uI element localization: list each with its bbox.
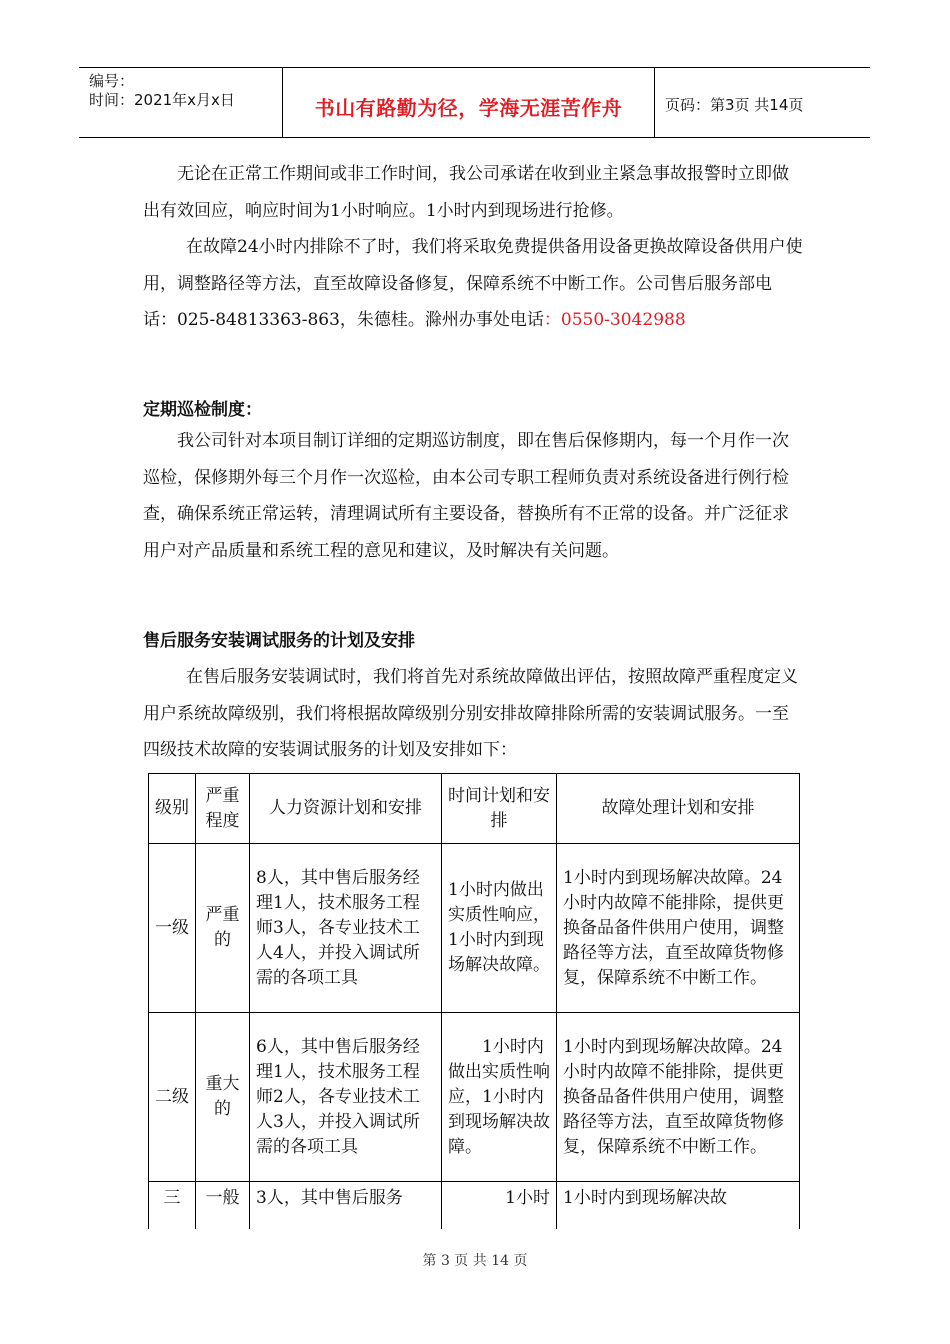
table-row <box>149 1182 800 1230</box>
row-level: 一级 <box>149 844 196 1013</box>
table-row <box>149 1013 800 1182</box>
row-hr: 3人，其中售后服务 <box>250 1182 442 1230</box>
row-time: 1小时 <box>442 1182 557 1230</box>
header-handling: 故障处理计划和安排 <box>557 774 800 844</box>
paragraph-inspection: 我公司针对本项目制订详细的定期巡访制度，即在售后保修期内，每一个月作一次巡检，保修期外每三个月作一次巡检，由本公司专职工程师负责对系统设备进行例行检查，确保系统正常运转，清理调试所有主要设备，替换所有不正常的设备。并广泛征求用户对产品质量和系统工程的意见和建议，及时解决有关问题。 <box>143 431 789 561</box>
row-severity: 严重的 <box>196 844 250 1013</box>
paragraph-backup <box>143 229 803 339</box>
row-time: 1小时内做出实质性响应，1小时内到现场解决故障。 <box>442 1013 557 1182</box>
row-severity: 重大的 <box>196 1013 250 1182</box>
header-page-info: 页码：第3页 共14页 <box>665 96 804 114</box>
header-hr: 人力资源计划和安排 <box>250 774 442 844</box>
row-level: 三 <box>149 1182 196 1230</box>
row-level: 二级 <box>149 1013 196 1182</box>
service-plan-table <box>148 773 800 1229</box>
paragraph-backup-text: 在故障24小时内排除不了时，我们将采取免费提供备用设备更换故障设备供用户使用，调整路径等方法，直至故障设备修复，保障系统不中断工作。公司售后服务部电话：025-84813363-863，朱德桂。滁州办事处电话 <box>143 237 803 330</box>
date-label: 时间：2021年x月x日 <box>89 91 235 109</box>
page-footer: 第 3 页 共 14 页 <box>422 1253 528 1269</box>
header-severity: 严重程度 <box>196 774 250 844</box>
row-handling: 1小时内到现场解决故 <box>557 1182 800 1230</box>
table-row <box>149 844 800 1013</box>
heading-inspection: 定期巡检制度： <box>143 400 262 420</box>
row-hr: 8人，其中售后服务经理1人，技术服务工程师3人，各专业技术工人4人，并投入调试所需的各项工具 <box>250 844 442 1013</box>
row-handling: 1小时内到现场解决故障。24小时内故障不能排除，提供更换备品备件供用户使用，调整路径等方法，直至故障货物修复，保障系统不中断工作。 <box>557 1013 800 1182</box>
heading-installation: 售后服务安装调试服务的计划及安排 <box>143 631 415 651</box>
header-motto: 书山有路勤为径，学海无涯苦作舟 <box>314 96 623 120</box>
row-handling: 1小时内到现场解决故障。24小时内故障不能排除，提供更换备品备件供用户使用，调整路径等方法，直至故障货物修复，保障系统不中断工作。 <box>557 844 800 1013</box>
paragraph-installation: 在售后服务安装调试时，我们将首先对系统故障做出评估，按照故障严重程度定义用户系统故障级别，我们将根据故障级别分别安排故障排除所需的安装调试服务。一至四级技术故障的安装调试服务的计划及安排如下： <box>143 667 798 760</box>
table-header-row <box>149 774 800 844</box>
row-hr: 6人，其中售后服务经理1人，技术服务工程师2人，各专业技术工人3人，并投入调试所需的各项工具 <box>250 1013 442 1182</box>
header-time: 时间计划和安排 <box>442 774 557 844</box>
row-severity: 一般 <box>196 1182 250 1230</box>
header-level: 级别 <box>149 774 196 844</box>
row-time: 1小时内做出实质性响应，1小时内到现场解决故障。 <box>442 844 557 1013</box>
code-label: 编号： <box>89 72 135 90</box>
office-phone: ：0550-3042988 <box>543 310 686 330</box>
paragraph-response: 无论在正常工作期间或非工作时间，我公司承诺在收到业主紧急事故报警时立即做出有效回应，响应时间为1小时响应。1小时内到现场进行抢修。 <box>143 164 789 221</box>
